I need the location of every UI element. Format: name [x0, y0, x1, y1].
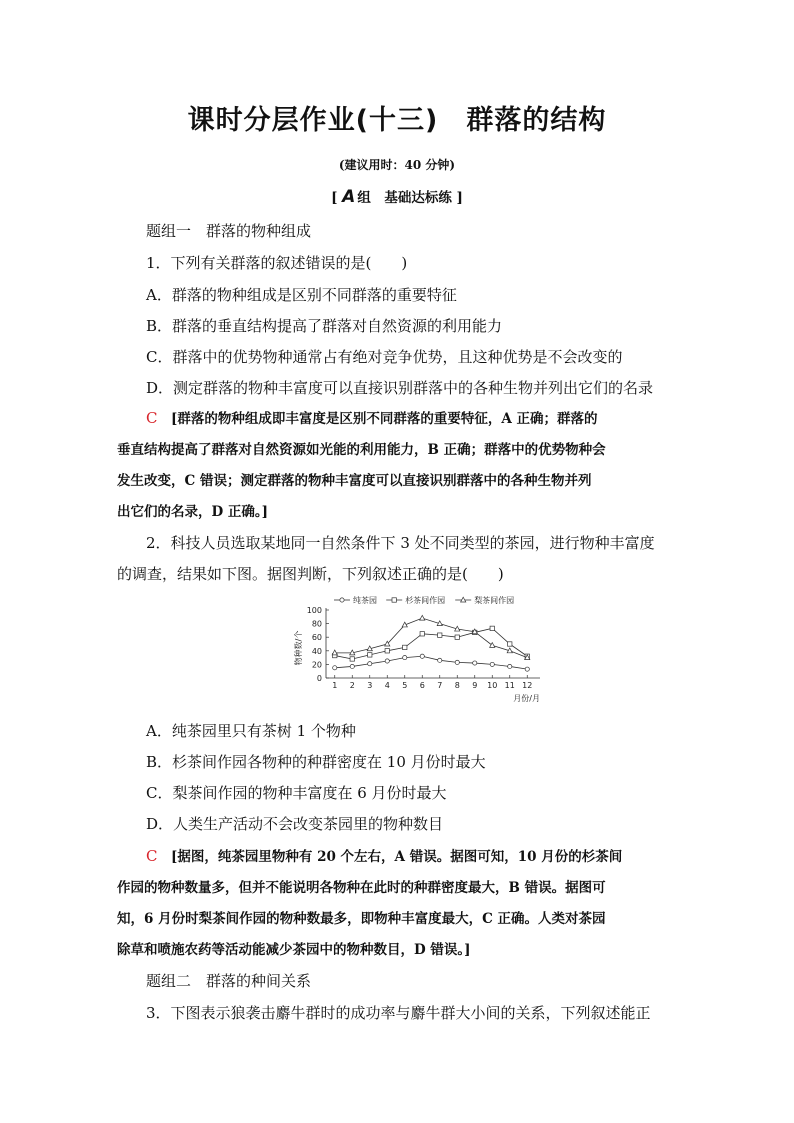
series-1-point — [385, 659, 389, 663]
x-axis-label: 月份/月 — [513, 694, 540, 703]
q1-option-c: C．群落中的优势物种通常占有绝对竞争优势，且这种优势是不会改变的 — [146, 348, 623, 366]
series-line-1 — [335, 656, 528, 669]
series-2-point — [350, 657, 354, 661]
series-line-2 — [335, 628, 528, 659]
series-1-point — [473, 661, 477, 665]
x-tick-label: 4 — [384, 681, 390, 690]
q2-option-d: D．人类生产活动不会改变茶园里的物种数目 — [146, 815, 444, 833]
series-2-point — [455, 635, 459, 639]
q1-option-d: D．测定群落的物种丰富度可以直接识别群落中的各种生物并列出它们的名录 — [146, 379, 654, 397]
series-3-point — [420, 615, 425, 620]
series-1-point — [333, 666, 337, 670]
series-1-point — [420, 654, 424, 658]
x-tick-label: 12 — [522, 681, 533, 690]
series-2-point — [490, 626, 494, 630]
q2-option-a: A．纯茶园里只有茶树 1 个物种 — [146, 722, 356, 740]
q1-option-a: A．群落的物种组成是区别不同群落的重要特征 — [146, 286, 457, 304]
bracket-right: ] — [451, 190, 463, 206]
series-2-point — [385, 649, 389, 653]
y-tick-label: 80 — [311, 619, 322, 629]
series-1-point — [368, 662, 372, 666]
legend-marker-1 — [340, 598, 344, 602]
y-tick-label: 20 — [311, 660, 322, 670]
legend-label-1: 纯茶园 — [353, 596, 377, 605]
q1-explanation-line4: 出它们的名录，D 正确。] — [117, 504, 269, 520]
q1-answer: C — [146, 409, 158, 427]
x-tick-label: 9 — [472, 681, 478, 690]
x-tick-label: 6 — [419, 681, 425, 690]
y-tick-label: 40 — [311, 646, 322, 656]
group-badge: A — [342, 187, 356, 207]
x-tick-label: 7 — [437, 681, 443, 690]
x-tick-label: 11 — [504, 681, 515, 690]
q2-exp1: [据图，纯茶园里物种有 20 个左右，A 错误。据图可知，10 月份的杉茶间 — [170, 849, 623, 865]
y-tick-label: 0 — [316, 674, 322, 683]
q2-option-c: C．梨茶间作园的物种丰富度在 6 月份时最大 — [146, 784, 447, 802]
q1-explanation-line1 — [146, 408, 598, 429]
x-tick-label: 5 — [402, 681, 408, 690]
group-text: 组 基础达标练 — [357, 190, 452, 206]
q2-answer: C — [146, 847, 158, 865]
q2-stem-line2: 的调查，结果如下图。据图判断，下列叙述正确的是( ) — [117, 565, 504, 583]
legend-marker-3 — [461, 597, 466, 602]
series-2-point — [508, 642, 512, 646]
page-title-sub: 群落的结构 — [466, 105, 607, 136]
x-tick-label: 8 — [454, 681, 460, 690]
page-title-main: 课时分层作业(十三) — [187, 105, 439, 136]
x-tick-label: 10 — [487, 681, 498, 690]
y-tick-label: 60 — [311, 633, 322, 643]
series-2-point — [368, 653, 372, 657]
time-hint: (建议用时：40 分钟) — [338, 158, 456, 172]
group-header — [0, 186, 794, 207]
series-1-point — [350, 664, 354, 668]
page-title — [0, 98, 794, 137]
species-richness-chart — [286, 594, 548, 710]
legend-label-3: 梨茶间作园 — [474, 596, 515, 605]
series-2-point — [420, 632, 424, 636]
legend-label-2: 杉茶间作园 — [405, 596, 446, 605]
series-1-point — [438, 658, 442, 662]
section-heading-2: 题组二 群落的种间关系 — [146, 972, 312, 990]
y-tick-label: 100 — [306, 606, 322, 615]
q1-exp1: [群落的物种组成即丰富度是区别不同群落的重要特征，A 正确；群落的 — [170, 411, 598, 427]
series-1-point — [525, 667, 529, 671]
series-1-point — [403, 656, 407, 660]
section-heading-1: 题组一 群落的物种组成 — [146, 222, 312, 240]
series-2-point — [403, 645, 407, 649]
q1-stem: 1．下列有关群落的叙述错误的是( ) — [146, 254, 408, 272]
bracket-left: [ — [331, 190, 343, 206]
q1-explanation-line2: 垂直结构提高了群落对自然资源如光能的利用能力，B 正确；群落中的优势物种会 — [117, 442, 606, 458]
series-2-point — [438, 633, 442, 637]
x-tick-label: 1 — [332, 681, 338, 690]
q2-explanation-line3: 知，6 月份时梨茶间作园的物种数最多，即物种丰富度最大，C 正确。人类对茶园 — [117, 911, 606, 927]
q1-explanation-line3: 发生改变，C 错误；测定群落的物种丰富度可以直接识别群落中的各种生物并列 — [117, 473, 592, 489]
series-line-3 — [335, 618, 528, 657]
q3-stem: 3．下图表示狼袭击麝牛群时的成功率与麝牛群大小间的关系，下列叙述能正 — [146, 1004, 651, 1022]
q2-explanation-line4: 除草和喷施农药等活动能减少茶园中的物种数目，D 错误。] — [117, 942, 471, 958]
q1-option-b: B．群落的垂直结构提高了群落对自然资源的利用能力 — [146, 317, 503, 335]
series-1-point — [455, 660, 459, 664]
x-tick-label: 2 — [349, 681, 355, 690]
x-tick-label: 3 — [367, 681, 373, 690]
series-1-point — [508, 664, 512, 668]
q2-stem-line1: 2．科技人员选取某地同一自然条件下 3 处不同类型的茶园，进行物种丰富度 — [146, 534, 655, 552]
legend-marker-2 — [392, 598, 396, 602]
q2-explanation-line1 — [146, 846, 622, 867]
q2-explanation-line2: 作园的物种数量多，但并不能说明各物种在此时的种群密度最大，B 错误。据图可 — [117, 880, 606, 896]
y-axis-label: 物种数/个 — [294, 630, 303, 666]
q2-option-b: B．杉茶间作园各物种的种群密度在 10 月份时最大 — [146, 753, 486, 771]
series-3-point — [490, 643, 495, 648]
series-1-point — [490, 662, 494, 666]
